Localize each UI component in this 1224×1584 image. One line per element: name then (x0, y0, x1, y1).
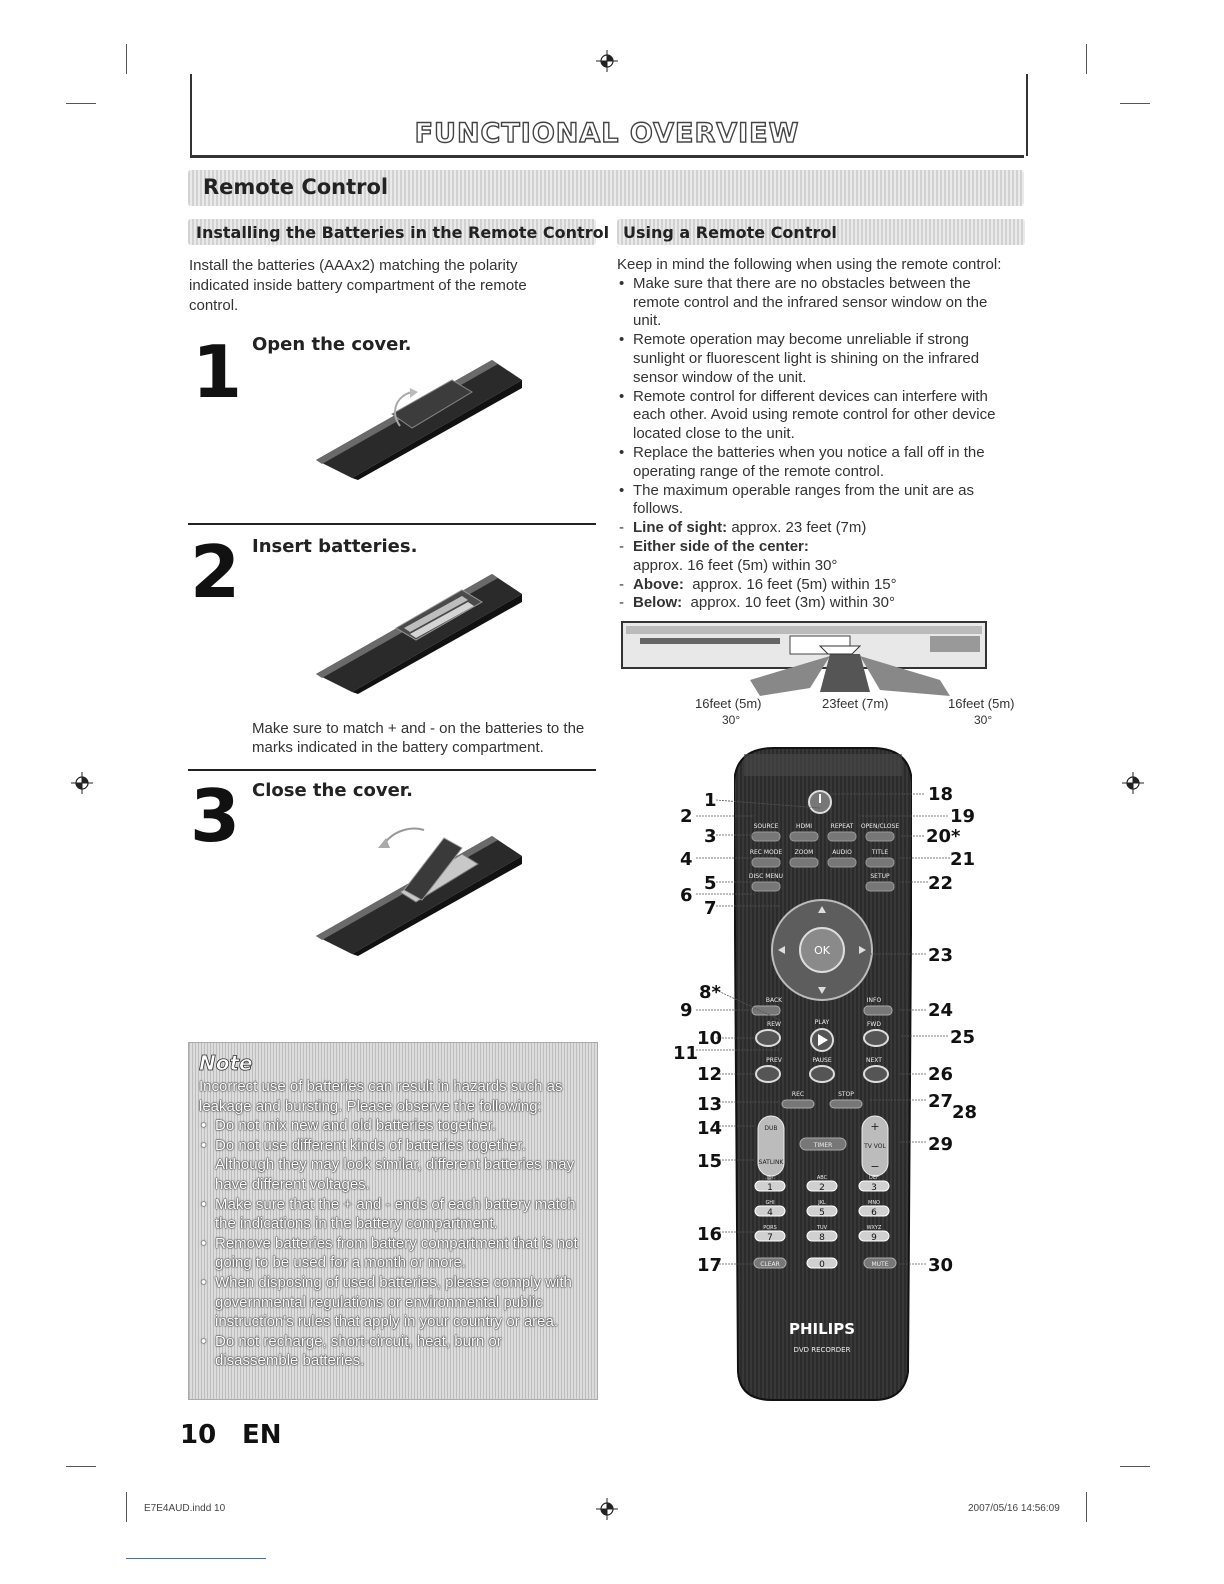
callout-24: 24 (928, 1000, 954, 1021)
crop-mark (66, 1466, 96, 1467)
callout-29: 29 (928, 1134, 954, 1155)
title-rule (190, 155, 1024, 158)
range-line-of-sight: - Line of sight: approx. 23 feet (7m) (617, 519, 1017, 538)
callout-21: 21 (950, 849, 976, 870)
range-below: - Below: approx. 10 feet (3m) within 30° (617, 594, 1017, 613)
remote-label-source: SOURCE (753, 823, 779, 830)
right-text (617, 256, 1017, 613)
step-2-number: 2 (190, 530, 241, 614)
right-heading: Using a Remote Control (623, 223, 837, 242)
remote-label-dub: DUB (764, 1125, 778, 1132)
callout-17: 17 (697, 1255, 723, 1276)
divider (188, 769, 596, 771)
remote-vol-minus: − (870, 1160, 880, 1173)
note-item: • Make sure that the + and - ends of each battery match the indications in the battery compartment. (199, 1195, 587, 1234)
footer-timestamp: 2007/05/16 14:56:09 (968, 1503, 1060, 1514)
keypad-number: 5 (819, 1208, 825, 1218)
range-either-side-value: approx. 16 feet (5m) within 30° (633, 556, 838, 574)
divider (188, 523, 596, 525)
callout-15: 15 (697, 1151, 723, 1172)
remote-label-back: BACK (765, 997, 783, 1004)
registration-mark-icon (596, 1498, 618, 1520)
keypad-number: 2 (819, 1183, 825, 1193)
remote-label-fwd: FWD (866, 1021, 882, 1028)
remote-label-setup: SETUP (870, 873, 890, 880)
remote-model: DVD RECORDER (793, 1346, 851, 1354)
left-intro: Install the batteries (AAAx2) matching the polarity indicated inside battery compartment of the remote control. (189, 257, 527, 314)
callout-27: 27 (928, 1091, 954, 1112)
registration-mark-icon (596, 50, 618, 72)
note-item: • Remove batteries from battery compartment that is not going to be used for a month or more. (199, 1234, 587, 1273)
remote-label-rec-mode: REC MODE (749, 849, 783, 856)
range-above: - Above: approx. 16 feet (5m) within 15° (617, 576, 1017, 595)
keypad-letters: TUV (816, 1225, 828, 1231)
remote-label-tv-vol: TV VOL (864, 1143, 886, 1150)
keypad-letters: JKL (818, 1200, 826, 1206)
remote-label-title: TITLE (871, 849, 889, 856)
page-number: 10 (180, 1420, 217, 1450)
keypad-number: 9 (871, 1233, 877, 1243)
remote-vol-plus: + (870, 1120, 880, 1133)
page-language: EN (242, 1420, 282, 1450)
remote-label-pause: PAUSE (812, 1057, 832, 1064)
remote-label-next: NEXT (866, 1057, 882, 1064)
diagram-left-distance: 16feet (5m) (695, 696, 762, 711)
crop-mark (1120, 103, 1150, 104)
diagram-right-angle: 30° (974, 713, 993, 727)
callout-14: 14 (697, 1118, 723, 1139)
step-3-number: 3 (190, 774, 241, 858)
remote-label-ok: OK (814, 944, 830, 957)
diagram-center-distance: 23feet (7m) (822, 696, 889, 711)
range-either-side: - Either side of the center: (617, 538, 1017, 557)
left-heading: Installing the Batteries in the Remote Control (196, 223, 610, 242)
right-bullet: • Make sure that there are no obstacles between the remote control and the infrared sensor window on the unit. (617, 275, 1017, 331)
crop-mark (1086, 44, 1087, 74)
remote-label-repeat: REPEAT (830, 823, 854, 830)
right-bullets (617, 275, 1017, 519)
crop-mark (66, 103, 96, 104)
note-list (199, 1116, 587, 1371)
callout-18: 18 (928, 784, 954, 805)
keypad-number: 8 (819, 1233, 825, 1243)
callout-1: 1 (704, 790, 717, 811)
bottom-link-underline (126, 1558, 266, 1559)
note-item: • Do not use different kinds of batteries together. Although they may look similar, different batteries may have different voltages. (199, 1136, 587, 1195)
keypad-letters: DEF (869, 1175, 879, 1181)
remote-label-info: INFO (866, 997, 882, 1004)
step-2-caption: Make sure to match + and - on the batteries to the marks indicated in the battery compartment. (252, 720, 585, 756)
keypad-letters: WXYZ (866, 1225, 882, 1231)
keypad-letters: ABC (816, 1175, 828, 1181)
keypad-number: 0 (819, 1260, 825, 1270)
callout-19: 19 (950, 806, 976, 827)
callout-12: 12 (697, 1064, 723, 1085)
remote-label-clear: CLEAR (760, 1261, 780, 1268)
remote-close-cover-illustration (312, 808, 524, 958)
step-2-label: Insert batteries. (252, 536, 418, 557)
callout-16: 16 (697, 1224, 723, 1245)
step-1-label: Open the cover. (252, 334, 412, 355)
note-intro: Incorrect use of batteries can result in hazards such as leakage and bursting. Please observe the following: (199, 1078, 563, 1115)
keypad-number: 6 (871, 1208, 877, 1218)
remote-insert-batteries-illustration (312, 566, 524, 694)
page-title: FUNCTIONAL OVERVIEW (414, 118, 800, 149)
crop-mark (126, 44, 127, 74)
keypad-number: 7 (767, 1233, 773, 1243)
section-title: Remote Control (203, 175, 389, 199)
note-item: • When disposing of used batteries, please comply with governmental regulations or environmental public instruction's rules that apply in your country or area. (199, 1273, 587, 1332)
note-box (188, 1042, 598, 1400)
remote-label-play: PLAY (814, 1019, 830, 1026)
note-body (199, 1077, 587, 1371)
callout-20: 20* (926, 826, 961, 847)
callout-7: 7 (704, 898, 717, 919)
callout-5: 5 (704, 873, 717, 894)
footer-file: E7E4AUD.indd 10 (144, 1503, 226, 1514)
callout-11: 11 (673, 1043, 699, 1064)
keypad-letters: .@/: (765, 1175, 775, 1181)
diagram-left-angle: 30° (722, 713, 741, 727)
remote-label-zoom: ZOOM (794, 849, 814, 856)
callout-13: 13 (697, 1094, 723, 1115)
remote-label-stop: STOP (838, 1091, 854, 1098)
callout-26: 26 (928, 1064, 954, 1085)
remote-label-prev: PREV (766, 1057, 782, 1064)
remote-label-open-close: OPEN/CLOSE (860, 823, 900, 830)
remote-label-rew: REW (767, 1021, 781, 1028)
note-title: Note (199, 1051, 253, 1075)
callout-8: 8* (699, 982, 721, 1003)
note-item: • Do not mix new and old batteries together. (199, 1116, 587, 1136)
callout-28: 28 (952, 1102, 978, 1123)
callout-6: 6 (680, 885, 693, 906)
remote-brand: PHILIPS (788, 1320, 856, 1338)
right-bullet: • Replace the batteries when you notice a fall off in the operating range of the remote control. (617, 444, 1017, 482)
crop-mark (126, 1492, 127, 1522)
registration-mark-icon (71, 772, 93, 794)
callout-2: 2 (680, 806, 693, 827)
registration-mark-icon (1122, 772, 1144, 794)
remote-label-disc-menu: DISC MENU (748, 873, 784, 880)
remote-label-mute: MUTE (871, 1261, 889, 1268)
crop-mark (1086, 1492, 1087, 1522)
keypad-letters: PQRS (763, 1225, 777, 1231)
right-bullet: • Remote control for different devices can interfere with each other. Avoid using remote control for other device located close to the unit. (617, 388, 1017, 444)
keypad-number: 3 (871, 1183, 877, 1193)
remote-label-audio: AUDIO (832, 849, 852, 856)
callout-23: 23 (928, 945, 954, 966)
right-bullet: • Remote operation may become unreliable if strong sunlight or fluorescent light is shining on the infrared sensor window of the unit. (617, 331, 1017, 387)
dvd-recorder-range-diagram (620, 618, 990, 696)
remote-label-timer: TIMER (813, 1142, 833, 1149)
callout-30: 30 (928, 1255, 954, 1276)
callout-4: 4 (680, 849, 693, 870)
right-bullet: • The maximum operable ranges from the unit are as follows. (617, 482, 1017, 520)
callout-10: 10 (697, 1028, 723, 1049)
note-item: • Do not recharge, short-circuit, heat, burn or disassemble batteries. (199, 1332, 587, 1371)
right-intro: Keep in mind the following when using the remote control: (617, 256, 1002, 273)
step-1-number: 1 (192, 330, 243, 414)
crop-mark (1120, 1466, 1150, 1467)
keypad-letters: GHI (765, 1200, 775, 1206)
remote-open-cover-illustration (312, 352, 524, 480)
remote-label-rec: REC (791, 1091, 805, 1098)
callout-9: 9 (680, 1000, 693, 1021)
keypad-number: 4 (767, 1208, 773, 1218)
diagram-right-distance: 16feet (5m) (948, 696, 1015, 711)
keypad-letters: MNO (868, 1200, 880, 1206)
step-3-label: Close the cover. (252, 780, 413, 801)
callout-3: 3 (704, 826, 717, 847)
keypad-number: 1 (767, 1183, 773, 1193)
remote-label-hdmi: HDMI (795, 823, 813, 830)
callout-22: 22 (928, 873, 954, 894)
remote-label-satlink: SATLINK (758, 1159, 784, 1166)
callout-25: 25 (950, 1027, 976, 1048)
